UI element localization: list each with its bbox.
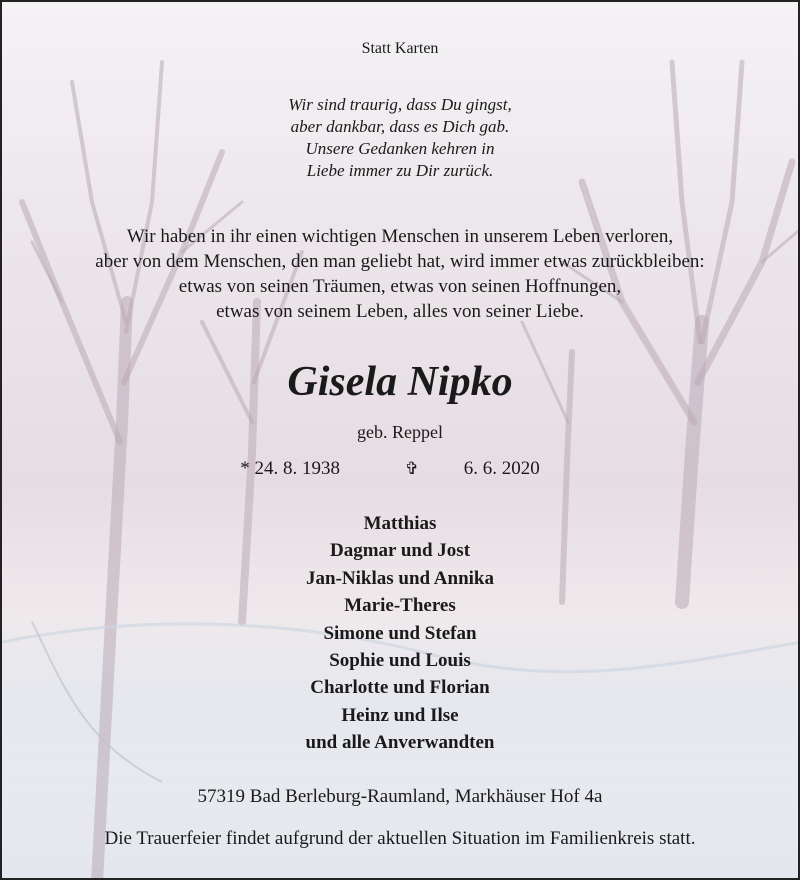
address: 57319 Bad Berleburg-Raumland, Markhäuser Hof 4a [197, 786, 603, 807]
quote-line: etwas von seinen Träumen, etwas von seinen Hoffnungen, [178, 276, 622, 297]
family-member: Matthias [363, 513, 437, 534]
life-dates [2, 458, 798, 480]
quote-line: aber von dem Menschen, den man geliebt hat, wird immer etwas zurückbleiben: [95, 251, 705, 272]
funeral-note: Die Trauerfeier findet aufgrund der aktuellen Situation im Familienkreis statt. [104, 828, 696, 849]
born-name: geb. Reppel [357, 422, 443, 442]
family-list [2, 510, 798, 757]
poem-line: Unsere Gedanken kehren in [305, 139, 495, 158]
poem-line: Wir sind traurig, dass Du gingst, [288, 95, 512, 114]
quote [2, 224, 798, 324]
death-date: 6. 6. 2020 [463, 458, 540, 479]
deceased-name: Gisela Nipko [287, 359, 513, 405]
family-member: Marie-Theres [344, 595, 456, 617]
family-member: Heinz und Ilse [341, 704, 459, 726]
cross-icon: ✞ [404, 459, 419, 478]
quote-line: etwas von seinem Leben, alles von seiner Liebe. [216, 301, 584, 322]
family-member: Simone und Stefan [323, 622, 477, 644]
family-member: Charlotte und Florian [310, 677, 490, 699]
statt-karten-label: Statt Karten [361, 40, 439, 57]
birth-date: * 24. 8. 1938 [240, 458, 340, 479]
family-member: Dagmar und Jost [329, 540, 471, 562]
family-member: und alle Anverwandten [305, 732, 495, 754]
poem-line: Liebe immer zu Dir zurück. [306, 161, 494, 180]
death-date-group [385, 458, 560, 480]
quote-line: Wir haben in ihr einen wichtigen Menschen in unserem Leben verloren, [126, 226, 674, 247]
family-member: Jan-Niklas und Annika [306, 567, 494, 589]
family-member: Sophie und Louis [329, 650, 471, 672]
poem [2, 94, 798, 182]
poem-line: aber dankbar, dass es Dich gab. [290, 117, 510, 136]
